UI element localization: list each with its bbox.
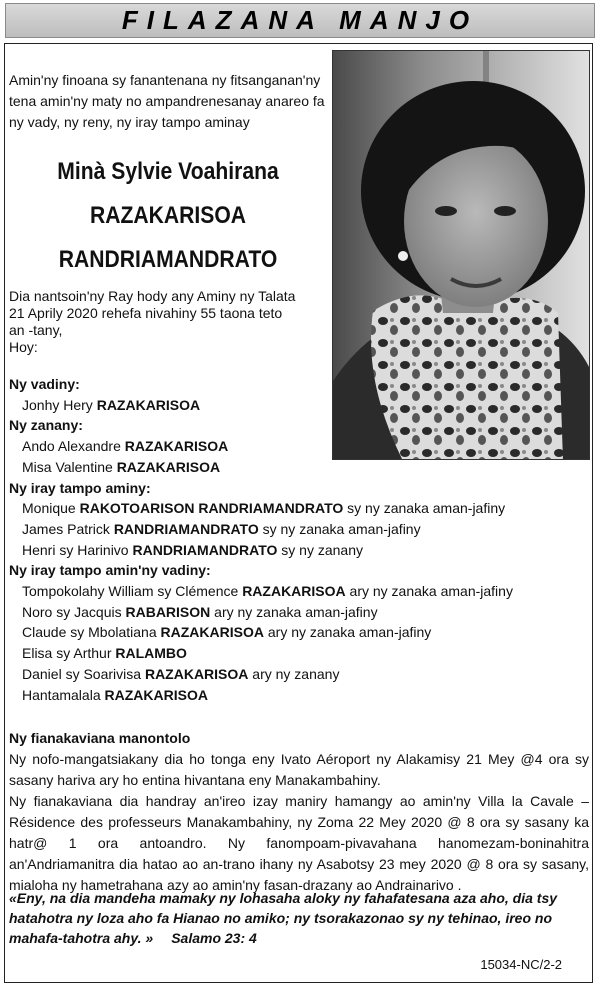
family-member: Misa Valentine RAZAKARISOA <box>22 458 221 475</box>
family-heading-children: Ny zanany: <box>9 417 83 434</box>
quote-text: «Eny, na dia mandeha mamaky ny lohasaha aloky ny fahafatesana aza aho, dia tsy hatahotra ny loza aho fa Hianao no amiko; ny tsorakazonao sy ny tehinao, ireo no mahafa-tahotra ahy. » <box>9 890 558 946</box>
notice-header <box>5 3 595 38</box>
intro-text: Amin'ny finoana sy fanantenana ny fitsanganan'ny tena amin'ny maty no ampandrenesanay anareo fa ny vady, ny reny, ny iray tampo aminay <box>9 72 325 130</box>
deceased-name-line3: RANDRIAMANDRATO <box>58 246 278 273</box>
family-member: Noro sy Jacquis RABARISON ary ny zanaka aman-jafiny <box>22 603 378 620</box>
program-section <box>9 728 589 896</box>
death-notice-line: Dia nantsoin'ny Ray hody any Aminy ny Talata <box>9 288 296 304</box>
family-heading-in-laws: Ny iray tampo amin'ny vadiny: <box>9 562 211 579</box>
family-member: Jonhy Hery RAZAKARISOA <box>22 396 201 413</box>
scripture-quote <box>9 888 589 948</box>
program-heading: Ny fianakaviana manontolo <box>9 730 191 746</box>
deceased-name <box>28 150 308 282</box>
family-heading-spouse: Ny vadiny: <box>9 376 80 392</box>
family-heading-siblings: Ny iray tampo aminy: <box>9 479 151 496</box>
program-paragraph: Ny nofo-mangatsiakany dia ho tonga eny Ivato Aéroport ny Alakamisy 21 Mey @4 ora sy sasany hariva ary ho entina hivantana eny Manakambahiny. <box>9 751 589 788</box>
death-notice-line: 21 Aprily 2020 rehefa nivahiny 55 taona teto <box>9 305 283 321</box>
death-notice-line: Hoy: <box>9 339 38 355</box>
family-member: Ando Alexandre RAZAKARISOA <box>22 438 229 455</box>
family-list <box>9 374 589 705</box>
family-member: James Patrick RANDRIAMANDRATO sy ny zanaka aman-jafiny <box>22 520 421 537</box>
death-notice-line: an -tany, <box>9 322 63 338</box>
family-member: Henri sy Harinivo RANDRIAMANDRATO sy ny zanany <box>22 541 364 558</box>
family-member: Tompokolahy William sy Clémence RAZAKARISOA ary ny zanaka aman-jafiny <box>22 583 513 600</box>
family-member: Daniel sy Soarivisa RAZAKARISOA ary ny zanany <box>22 665 340 682</box>
reference-code: 15034-NC/2-2 <box>480 957 562 972</box>
notice-title: FILAZANA MANJO <box>121 5 479 35</box>
program-paragraph: Ny fianakaviana dia handray an'ireo izay maniry hamangy ao amin'ny Villa la Cavale – Résidence des professeurs Manakambahiny, ny Zoma 22 Mey 2020 @ 8 ora sy sasany ka hatr@ 1 ora antoandro. Ny fanompoam-pivavahana hanomezam-boninahitra an'Andriamanitra dia hatao ao an-trano ihany ny Asabotsy 23 mey 2020 @ 8 ora sy sasany, mialoha ny hametrahana azy ao amin'ny fasan-drazany ao Andrainarivo . <box>9 793 589 893</box>
family-member: Elisa sy Arthur RALAMBO <box>22 645 187 662</box>
quote-reference: Salamo 23: 4 <box>171 930 257 946</box>
family-member: Hantamalala RAZAKARISOA <box>22 686 208 703</box>
death-notice <box>9 288 329 356</box>
family-member: Monique RAKOTOARISON RANDRIAMANDRATO sy ny zanaka aman-jafiny <box>22 500 506 517</box>
family-member: Claude sy Mbolatiana RAZAKARISOA ary ny zanaka aman-jafiny <box>22 624 432 641</box>
deceased-name-line1: Minà Sylvie Voahirana <box>57 158 279 185</box>
deceased-name-line2: RAZAKARISOA <box>89 202 247 229</box>
